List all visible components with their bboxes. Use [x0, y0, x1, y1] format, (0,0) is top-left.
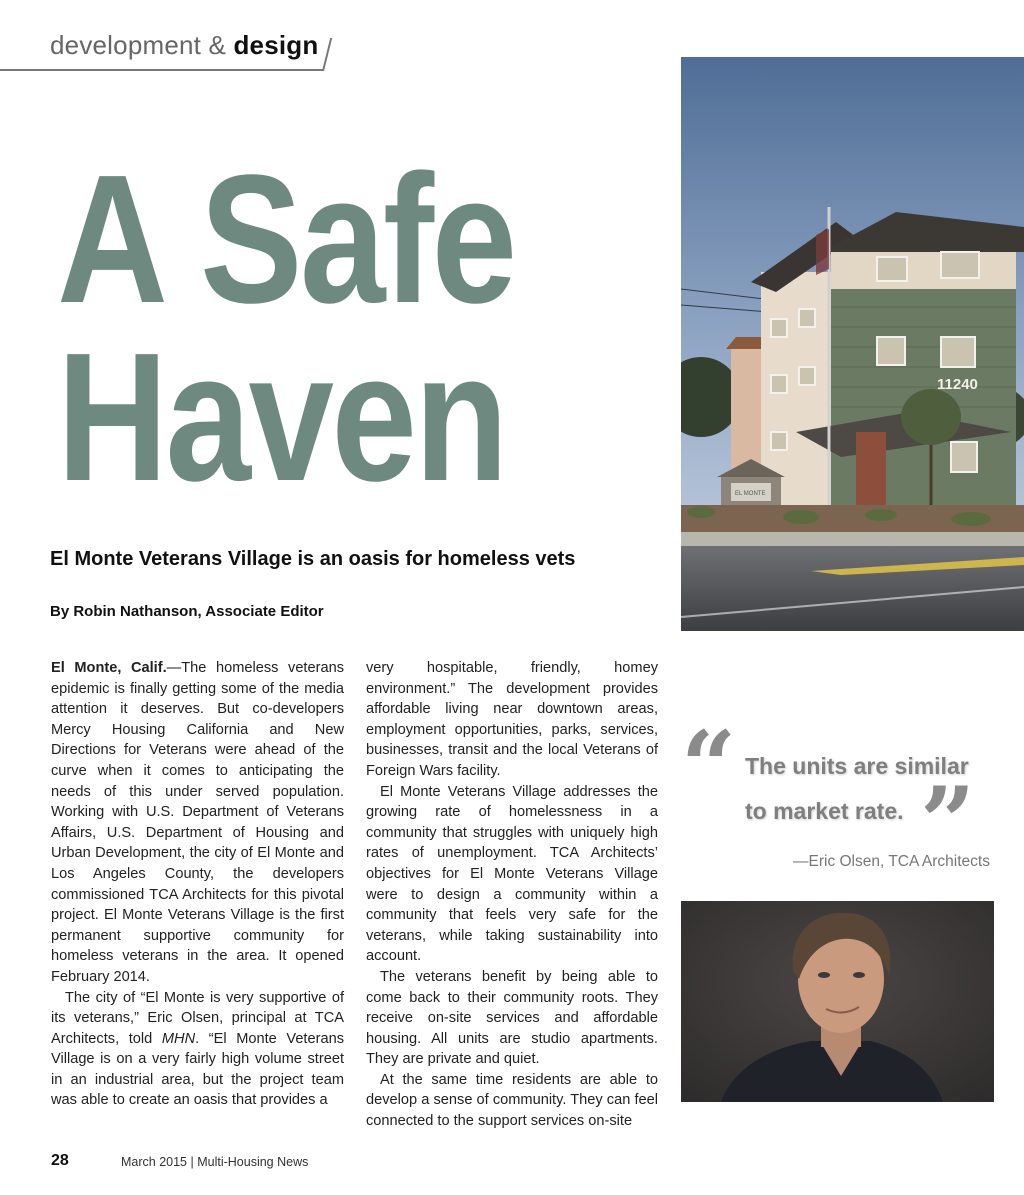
paragraph: El Monte Veterans Village addresses the growing rate of homelessness in a community that struggles with uniquely high rates of unemployment. TCA Architects’ objectives for El Monte Veterans Village were to design a community within a community that feels very safe for the veterans, while taking sustainability into account.: [366, 783, 658, 965]
close-quote-mark: ”: [920, 766, 976, 879]
section-label: [50, 30, 318, 61]
paragraph-text: The city of “El Monte is very supportive of its veterans,” Eric Olsen, principal at TCA Architects, told: [51, 989, 344, 1047]
headline-line2: Haven: [57, 314, 506, 519]
headline-line1: A Safe: [57, 136, 515, 341]
portrait-illustration: [681, 901, 994, 1102]
body-column-1: [51, 658, 344, 1111]
dateline: El Monte, Calif.: [51, 660, 167, 676]
body-column-2: [366, 658, 658, 1132]
subtitle: El Monte Veterans Village is an oasis for homeless vets: [50, 548, 576, 570]
address-number: 11240: [937, 376, 978, 393]
paragraph-text: . “El Monte Veterans Village is on a very fairly high volume street in an industrial area, but the project team was able to create an oasis that provides a: [51, 1030, 344, 1109]
paragraph: [51, 658, 344, 988]
headline: [57, 136, 578, 519]
building-photo: [681, 57, 1024, 631]
sign-text: EL MONTE: [735, 491, 766, 497]
section-slash: [322, 38, 332, 71]
publication-name: MHN: [161, 1030, 196, 1047]
section-light: development &: [50, 30, 234, 60]
open-quote-mark: “: [681, 710, 737, 823]
portrait-photo: [681, 901, 994, 1102]
paragraph: very hospitable, friendly, homey environment.” The development provides affordable living near downtown areas, employment opportunities, parks, services, businesses, transit and the local Veterans of Foreign Wars facility.: [366, 660, 658, 779]
section-bold: design: [233, 30, 319, 60]
paragraph-text: —The homeless veterans epidemic is finally getting some of the media attention it deserves. But co-developers Mercy Housing California and New Directions for Veterans were ahead of the curve when it comes to anticipating the needs of this under served population. Working with U.S. Department of Veterans Affairs, U.S. Department of Housing and Urban Development, the city of El Monte and Los Angeles County, the developers commissioned TCA Architects for this pivotal project. El Monte Veterans Village is the first permanent supportive community for homeless veterans in the area. It opened February 2014.: [51, 660, 344, 985]
pull-quote-line2: to market rate.: [745, 798, 904, 824]
pull-quote-attribution: —Eric Olsen, TCA Architects: [793, 853, 990, 870]
byline: By Robin Nathanson, Associate Editor: [50, 603, 324, 620]
paragraph: The veterans benefit by being able to come back to their community roots. They receive on-site services and affordable housing. All units are studio apartments. They are private and quiet.: [366, 968, 658, 1068]
footer-issue: March 2015 | Multi-Housing News: [121, 1155, 309, 1169]
building-illustration: [681, 57, 1024, 631]
pull-quote-line1: The units are similar: [745, 753, 969, 779]
paragraph: At the same time residents are able to develop a sense of community. They can feel connected to the support services on-site: [366, 1071, 658, 1130]
section-rule: [0, 69, 324, 71]
paragraph: [51, 988, 344, 1112]
page-number: 28: [51, 1152, 69, 1169]
